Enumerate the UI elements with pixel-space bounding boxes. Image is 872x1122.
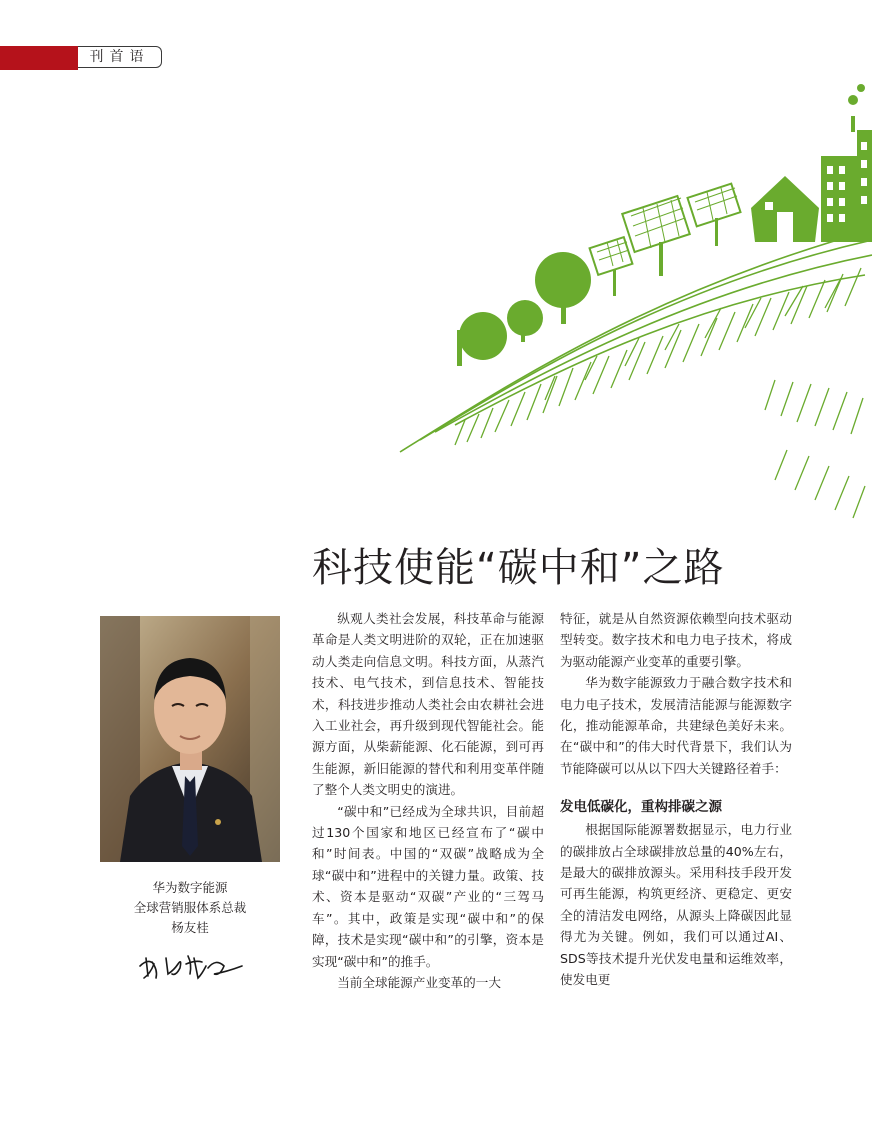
section-label: 刊首语: [78, 46, 162, 68]
paragraph: 特征，就是从自然资源依赖型向技术驱动型转变。数字技术和电力电子技术，将成为驱动能源产业变革的重要引擎。: [560, 611, 792, 669]
author-signature: [136, 944, 246, 984]
author-caption: [100, 878, 280, 938]
article-column-2: [560, 608, 792, 991]
author-position: 全球营销服体系总裁: [133, 900, 247, 915]
article-column-1: [312, 608, 544, 993]
paragraph: 当前全球能源产业变革的一大: [337, 974, 501, 990]
paragraph: “碳中和”已经成为全球共识，目前超过130个国家和地区已经宣布了“碳中和”时间表。中国的“双碳”战略成为全球“碳中和”进程中的关键力量。政策、技术、资本是驱动“双碳”产业的“三驾马车”。其中，政策是实现“碳中和”的保障，技术是实现“碳中和”的引擎，资本是实现“碳中和”的推手。: [312, 803, 544, 969]
green-energy-illustration: [395, 80, 872, 530]
section-heading: 发电低碳化，重构排碳之源: [560, 799, 722, 816]
paragraph: 纵观人类社会发展，科技革命与能源革命是人类文明进阶的双轮，正在加速驱动人类走向信息文明。科技方面，从蒸汽技术、电气技术，到信息技术、智能技术，科技进步推动人类社会由农耕社会进入工业社会，再升级到现代智能社会。能源方面，从柴薪能源、化石能源，到可再生能源，新旧能源的替代和利用变革伴随了整个人类文明史的演进。: [312, 611, 544, 798]
author-company: 华为数字能源: [152, 880, 228, 895]
paragraph: 根据国际能源署数据显示，电力行业的碳排放占全球碳排放总量的40%左右，是最大的碳排放源头。采用科技手段开发可再生能源，构筑更经济、更稳定、更安全的清洁发电网络，从源头上降碳因此显得尤为关键。例如，我们可以通过AI、SDS等技术提升光伏发电量和运维效率，使发电更: [560, 822, 792, 988]
paragraph: 华为数字能源致力于融合数字技术和电力电子技术，发展清洁能源与能源数字化，推动能源革命，共建绿色美好未来。在“碳中和”的伟大时代背景下，我们认为节能降碳可以从以下四大关键路径着手：: [560, 675, 792, 776]
author-name: 杨友桂: [171, 920, 209, 935]
header-accent-bar: [0, 46, 78, 70]
author-portrait: [100, 616, 280, 862]
article-title: 科技使能“碳中和”之路: [312, 545, 725, 591]
